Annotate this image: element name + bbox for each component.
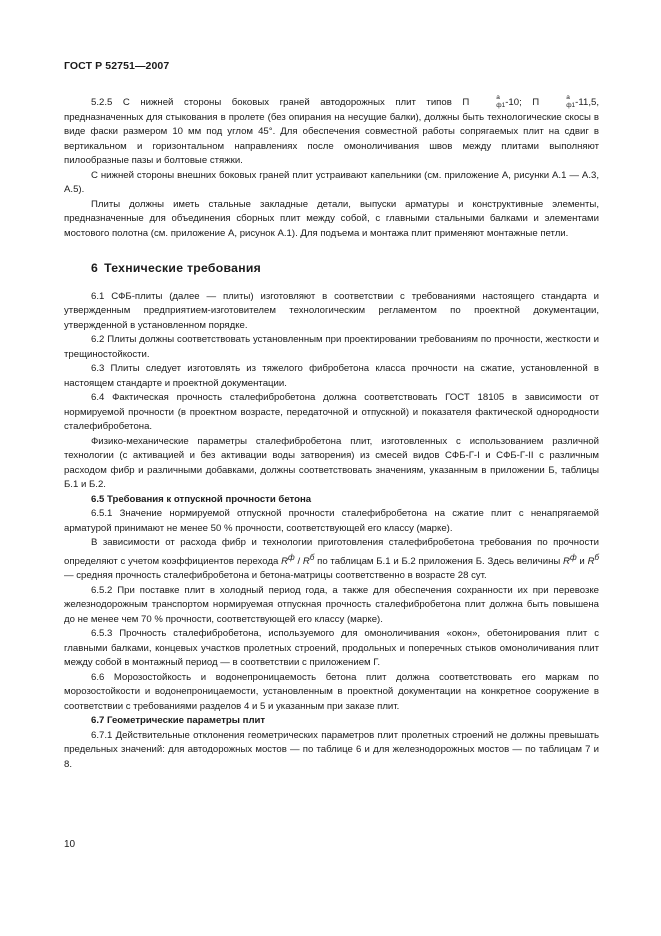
symbol-indices	[469, 94, 505, 110]
paragraph-6-6: 6.6 Морозостойкость и водонепроницаемость бетона плит должна соответствовать его маркам по морозостойкости и водонепроницаемости, установленным в проектной документации на конкретное сооружение в соответствии с требованиями разделов 4 и 5 и указанным при заказе плит.	[64, 671, 599, 712]
symbol-sup: ф	[288, 552, 295, 562]
paragraph-embedded-parts: Плиты должны иметь стальные закладные детали, выпуски арматуры и конструктивные элементы, предназначенные для объединения сборных плит между собой, с главными стальными балками и элементами мостового полотна (см. приложение А, рисунок А.1). Для подъема и монтажа плит применяют монтажные петли.	[64, 198, 599, 239]
page-number: 10	[64, 839, 76, 850]
text-run: 5.2.5 С нижней стороны боковых граней автодорожных плит типов	[91, 97, 463, 108]
symbol-sup: а	[566, 94, 570, 101]
paragraph-6-4: 6.4 Фактическая прочность сталефибробетона должна соответствовать ГОСТ 18105 в зависимости от нормируемой прочности (в проектном возрасте, передаточной и отпускной) и показателя фактической однородности сталефибробетона.	[64, 392, 599, 432]
symbol-base: R	[587, 555, 595, 567]
symbol-sup: ф	[569, 552, 577, 562]
symbol-suffix: -11,5,	[575, 97, 599, 108]
symbol-indices	[539, 94, 575, 110]
symbol-r-fiber-2	[563, 552, 577, 567]
text-run: — средняя прочность сталефибробетона и бетона-матрицы соответственно в возрасте 28 сут.	[64, 570, 487, 582]
symbol-base: П	[462, 97, 470, 108]
symbol-r-fiber	[281, 552, 295, 567]
paragraph-drip-edges: С нижней стороны внешних боковых граней плит устраивают капельники (см. приложение А, рисунки А.1 — А.3, А.5).	[64, 169, 599, 195]
paragraph-6-7-1: 6.7.1 Действительные отклонения геометрических параметров плит пролетных строений не должны превышать предельных значений: для автодорожных мостов — по таблице 6 и для железнодорожных мостов — по таблицам 7 и 8.	[64, 729, 599, 770]
plate-type-symbol-1	[462, 94, 533, 109]
symbol-base: R	[281, 555, 289, 567]
text-run: и	[576, 555, 588, 567]
paragraph-6-3: 6.3 Плиты следует изготовлять из тяжелого фибробетона класса прочности на сжатие, установленной в настоящем стандарте и проектной документации.	[64, 363, 599, 389]
paragraph-6-5-1: 6.5.1 Значение нормируемой отпускной прочности сталефибробетона на сжатие плит с ненапрягаемой арматурой принимают не менее 50 % прочности, соответствующей его классу (марке).	[64, 508, 599, 534]
symbol-base: П	[532, 97, 540, 108]
symbol-sub: ф1	[566, 102, 576, 109]
plate-type-symbol-2	[532, 94, 599, 109]
document-body	[64, 94, 599, 772]
symbol-base: R	[563, 555, 570, 567]
subsection-6-5-heading: 6.5 Требования к отпускной прочности бетона	[91, 493, 312, 505]
symbol-r-concrete-2	[587, 552, 599, 567]
paragraph-6-1: 6.1 СФБ-плиты (далее — плиты) изготовляют в соответствии с требованиями настоящего стандарта и утвержденным предприятием-изготовителем технологическим регламентом по проектной документации, утвержденной в установленном порядке.	[64, 290, 599, 331]
text-run: /	[294, 555, 303, 567]
paragraph-6-5-3: 6.5.3 Прочность сталефибробетона, используемого для омоноличивания «окон», обетонирования плит с главными балками, концевых участков пролетных строений, продольных и поперечных стыков омоноличивания плит между собой в монтажный период — в соответствии с приложением Г.	[64, 628, 599, 669]
text-run: В зависимости от расхода фибр и технологии приготовления сталефибробетона требования по прочности определяют с учетом коэффициентов перехода	[64, 537, 599, 567]
text-run: предназначенных для стыкования в пролете (без опирания на несущие балки), должны быть технологические скосы в виде фаски размером 10 мм под углом 45°. Для обеспечения совместной работы сопрягаемых плит на сдвиг в вертикальном и горизонтальном направлениях после омоноличивания швов между плитами выполняют пилообразные пазы и болтовые стяжки.	[64, 111, 599, 166]
symbol-base: R	[302, 555, 310, 567]
symbol-sub: ф1	[496, 102, 506, 109]
paragraph-6-5-2: 6.5.2 При поставке плит в холодный период года, а также для обеспечения сохранности их при перевозке железнодорожным транспортом нормируемая отпускная прочность сталефибробетона плит должна быть повышена до не менее чем 70 % прочности, соответствующей его классу (марке).	[64, 584, 599, 625]
symbol-sup: б	[594, 552, 599, 562]
paragraph-5-2-5	[64, 94, 599, 169]
paragraph-6-4-physical: Физико-механические параметры сталефибробетона плит, изготовленных с использованием различной технологии (с активацией и без активации воды затворения) из смесей видов СФБ-Г-I и СФБ-Г-II с различным расходом фибр и различными добавками, должны соответствовать значениям, указанным в приложении Б, таблицы Б.1 и Б.2.	[64, 435, 599, 490]
standard-header: ГОСТ Р 52751—2007	[64, 60, 170, 72]
text-run: по таблицам Б.1 и Б.2 приложения Б. Здесь величины	[314, 555, 564, 567]
section-number: 6	[91, 261, 99, 275]
section-6-heading	[64, 261, 599, 276]
paragraph-6-2: 6.2 Плиты должны соответствовать установленным при проектировании требованиям по прочности, жесткости и трещиностойкости.	[64, 334, 599, 360]
symbol-sup: б	[309, 552, 315, 562]
paragraph-6-5-1-coefficients	[64, 536, 599, 584]
symbol-r-concrete	[302, 552, 315, 567]
subsection-6-7-heading: 6.7 Геометрические параметры плит	[91, 715, 266, 727]
symbol-sup: а	[496, 94, 500, 101]
symbol-suffix: -10;	[505, 97, 533, 108]
section-title: Технические требования	[104, 261, 262, 275]
